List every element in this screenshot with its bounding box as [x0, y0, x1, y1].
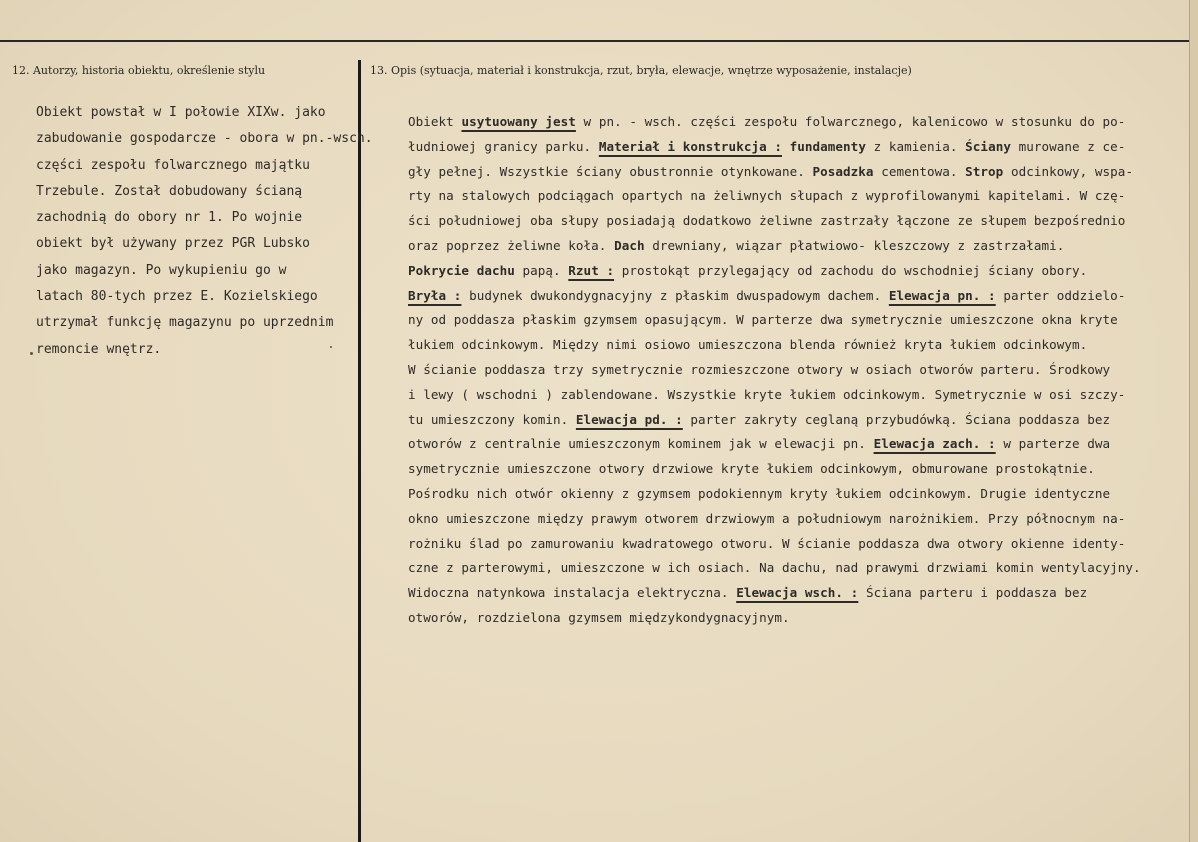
term-ceiling: Strop	[965, 163, 1004, 179]
history-line: jako magazyn. Po wykupieniu go w	[36, 262, 287, 278]
description-line: okno umieszczone między prawym otworem drzwiowym a południowym narożnikiem. Przy północnym na-	[408, 510, 1126, 526]
description-line: otworów z centralnie umieszczonym kominem jak w elewacji pn. Elewacja zach. : w parterze dwa	[408, 436, 1111, 452]
description-line: Obiekt usytuowany jest w pn. - wsch. części zespołu folwarcznego, kalenicowo w stosunku do po-	[408, 114, 1126, 129]
description-line: Pokrycie dachu papą. Rzut : prostokąt przylegający od zachodu do wschodniej ściany obory.	[408, 262, 1088, 278]
section-12-header: 12. Autorzy, historia obiektu, określenie stylu	[12, 64, 266, 77]
description-line: rty na stalowych podciągach opartych na żeliwnych słupach z wyprofilowanymi kapitelami. W czę-	[408, 188, 1126, 204]
heading-south-elevation: Elewacja pd. :	[575, 411, 683, 427]
paper-speck	[30, 352, 33, 355]
description-line: ści południowej oba słupy posiadają dodatkowo żeliwne zastrzały łączone ze słupem bezpośrednio	[408, 213, 1126, 229]
history-line: remoncie wnętrz.	[36, 341, 162, 357]
description-line: łudniowej granicy parku. Materiał i konstrukcja : fundamenty z kamienia. Ściany murowane z ce-	[408, 138, 1126, 154]
history-line: obiekt był używany przez PGR Lubsko	[36, 236, 310, 252]
card-edge	[1189, 0, 1198, 842]
history-line: latach 80-tych przez E. Kozielskiego	[36, 289, 318, 305]
description-line: otworów, rozdzielona gzymsem międzykondygnacyjnym.	[408, 609, 790, 625]
heading-north-elevation: Elewacja pn. :	[888, 287, 996, 303]
history-line: Trzebule. Został dobudowany ścianą	[36, 183, 303, 199]
heading-location: usytuowany jest	[461, 114, 576, 129]
history-line: Obiekt powstał w I połowie XIXw. jako	[36, 105, 326, 120]
description-line: ny od poddasza płaskim gzymsem opasującym. W parterze dwa symetrycznie umieszczone okna kryte	[408, 312, 1118, 328]
history-text	[36, 100, 381, 363]
description-line: oraz poprzez żeliwne koła. Dach drewniany, wiązar płatwiowo- kleszczowy z zastrzałami.	[408, 237, 1065, 253]
top-rule	[0, 40, 1198, 42]
heading-plan: Rzut :	[568, 262, 615, 278]
heading-mass: Bryła :	[408, 287, 462, 303]
description-text	[408, 110, 1183, 631]
description-line: Bryła : budynek dwukondygnacyjny z płaskim dwuspadowym dachem. Elewacja pn. : parter oddzielo-	[408, 287, 1126, 303]
description-line: tu umieszczony komin. Elewacja pd. : parter zakryty ceglaną przybudówką. Ściana poddasza bez	[408, 411, 1111, 427]
heading-material: Materiał i konstrukcja :	[598, 138, 782, 154]
heading-east-elevation: Elewacja wsch. :	[736, 585, 859, 601]
description-line: rożniku ślad po zamurowaniu kwadratowego otworu. W ścianie poddasza dwa otwory okienne identy-	[408, 535, 1126, 551]
description-line: symetrycznie umieszczone otwory drzwiowe kryte łukiem odcinkowym, obmurowane prostokątnie.	[408, 461, 1095, 477]
term-floor: Posadzka	[812, 163, 874, 179]
term-roof: Dach	[614, 237, 645, 253]
description-line: czne z parterowymi, umieszczone w ich osiach. Na dachu, nad prawymi drzwiami komin wentylacyjny.	[408, 560, 1141, 576]
description-line: łukiem odcinkowym. Między nimi osiowo umieszczona blenda również kryta łukiem odcinkowym.	[408, 337, 1088, 353]
description-line: Pośrodku nich otwór okienny z gzymsem podokiennym kryty łukiem odcinkowym. Drugie identyczne	[408, 485, 1111, 501]
description-line: Widoczna natynkowa instalacja elektryczna. Elewacja wsch. : Ściana parteru i poddasza bez	[408, 585, 1088, 601]
term-roofing: Pokrycie dachu	[408, 262, 515, 278]
description-line: gły pełnej. Wszystkie ściany obustronnie otynkowane. Posadzka cementowa. Strop odcinkowy, wspa-	[408, 163, 1134, 179]
heading-west-elevation: Elewacja zach. :	[873, 436, 996, 452]
section-13-header: 13. Opis (sytuacja, materiał i konstrukcja, rzut, bryła, elewacje, wnętrze wyposażenie, instalacje)	[370, 64, 912, 77]
history-line: części zespołu folwarcznego majątku	[36, 157, 310, 173]
term-foundations: fundamenty	[789, 138, 866, 154]
paper-speck	[330, 346, 332, 348]
history-line: utrzymał funkcję magazynu po uprzednim	[36, 315, 334, 331]
history-line: zachodnią do obory nr 1. Po wojnie	[36, 210, 303, 226]
description-line: i lewy ( wschodni ) zablendowane. Wszystkie kryte łukiem odcinkowym. Symetrycznie w osi szczy-	[408, 386, 1126, 402]
term-walls: Ściany	[965, 138, 1011, 154]
history-line: zabudowanie gospodarcze - obora w pn.-wsch.	[36, 131, 373, 147]
description-line: W ścianie poddasza trzy symetrycznie rozmieszczone otwory w osiach otworów parteru. Środkowy	[408, 361, 1111, 377]
